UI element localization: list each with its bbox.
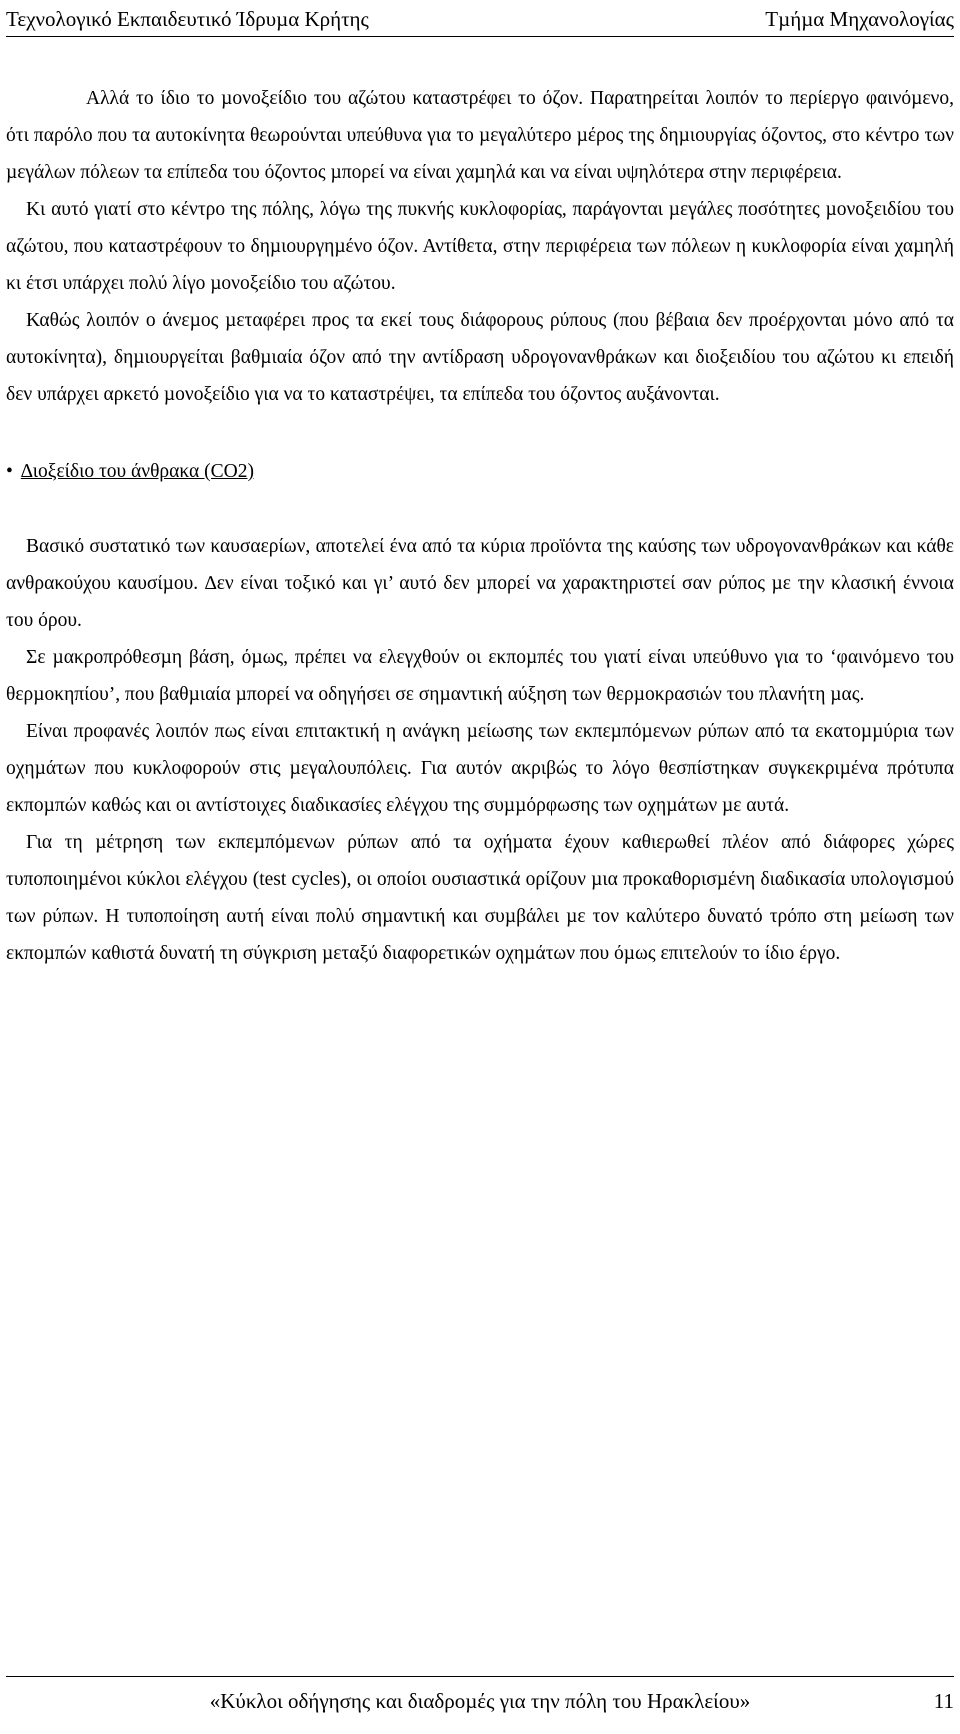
- section-heading: [6, 453, 954, 490]
- bullet-icon: •: [6, 461, 13, 482]
- body-paragraph: Κι αυτό γιατί στο κέντρο της πόλης, λόγω της πυκνής κυκλοφορίας, παράγονται µεγάλες ποσότητες µονοξειδίου του αζώτου, που καταστρέφουν το δηµιουργηµένο όζον. Αντίθετα, στην περιφέρεια των πόλεων η κυκλοφορία είναι χαµηλή κι έτσι υπάρχει πολύ λίγο µονοξείδιο του αζώτου.: [6, 199, 954, 294]
- body-paragraph: Για τη µέτρηση των εκπεµπόµενων ρύπων από τα οχήµατα έχουν καθιερωθεί πλέον από διάφορες χώρες τυποποιηµένοι κύκλοι ελέγχου (test cycles), οι οποίοι ουσιαστικά ορίζουν µια προκαθορισµένη διαδικασία υπολογισµού των ρύπων. Η τυποποίηση αυτή είναι πολύ σηµαντική και συµβάλει µε τον καλύτερο δυνατό τρόπο στη µείωση των εκποµπών καθιστά δυνατή τη σύγκριση µεταξύ διαφορετικών οχηµάτων που όµως επιτελούν το ίδιο έργο.: [6, 832, 954, 964]
- header-department: Τµήµα Μηχανολογίας: [765, 7, 954, 31]
- header-institution: Τεχνολογικό Εκπαιδευτικό Ίδρυµα Κρήτης: [6, 7, 369, 31]
- body-paragraph: Βασικό συστατικό των καυσαερίων, αποτελεί ένα από τα κύρια προϊόντα της καύσης των υδρογονανθράκων και κάθε ανθρακούχου καυσίµου. ∆εν είναι τοξικό και γι’ αυτό δεν µπορεί να χαρακτηριστεί σαν ρύπος µε την κλασική έννοια του όρου.: [6, 536, 954, 631]
- section-title: ∆ιοξείδιο του άνθρακα (CO2): [20, 461, 254, 482]
- page-footer: [6, 1676, 954, 1725]
- page-number: 11: [933, 1689, 954, 1713]
- body-paragraph: Καθώς λοιπόν ο άνεµος µεταφέρει προς τα εκεί τους διάφορους ρύπους (που βέβαια δεν προέρχονται µόνο από τα αυτοκίνητα), δηµιουργείται βαθµιαία όζον από την αντίδραση υδρογονανθράκων και διοξειδίου του αζώτου κι επειδή δεν υπάρχει αρκετό µονοξείδιο για να το καταστρέψει, τα επίπεδα του όζοντος αυξάνονται.: [6, 310, 954, 405]
- page-header: [6, 2, 954, 37]
- footer-title: «Κύκλοι οδήγησης και διαδροµές για την πόλη του Ηρακλείου»: [209, 1689, 751, 1713]
- body-paragraph: Αλλά το ίδιο το µονοξείδιο του αζώτου καταστρέφει το όζον. Παρατηρείται λοιπόν το περίεργο φαινόµενο, ότι παρόλο που τα αυτοκίνητα θεωρούνται υπεύθυνα για το µεγαλύτερο µέρος της δηµιουργίας όζοντος, στο κέντρο των µεγάλων πόλεων τα επίπεδα του όζοντος µπορεί να είναι χαµηλά και να είναι υψηλότερα στην περιφέρεια.: [6, 88, 954, 183]
- body-paragraph: Σε µακροπρόθεσµη βάση, όµως, πρέπει να ελεγχθούν οι εκποµπές του γιατί είναι υπεύθυνο για το ‘φαινόµενο του θερµοκηπίου’, που βαθµιαία µπορεί να οδηγήσει σε σηµαντική αύξηση των θερµοκρασιών του πλανήτη µας.: [6, 647, 954, 705]
- document-body: [6, 80, 954, 972]
- body-paragraph: Είναι προφανές λοιπόν πως είναι επιτακτική η ανάγκη µείωσης των εκπεµπόµενων ρύπων από τα εκατοµµύρια των οχηµάτων που κυκλοφορούν στις µεγαλουπόλεις. Για αυτόν ακριβώς το λόγο θεσπίστηκαν συγκεκριµένα πρότυπα εκποµπών καθώς και οι αντίστοιχες διαδικασίες ελέγχου της συµµόρφωσης των οχηµάτων µε αυτά.: [6, 721, 954, 816]
